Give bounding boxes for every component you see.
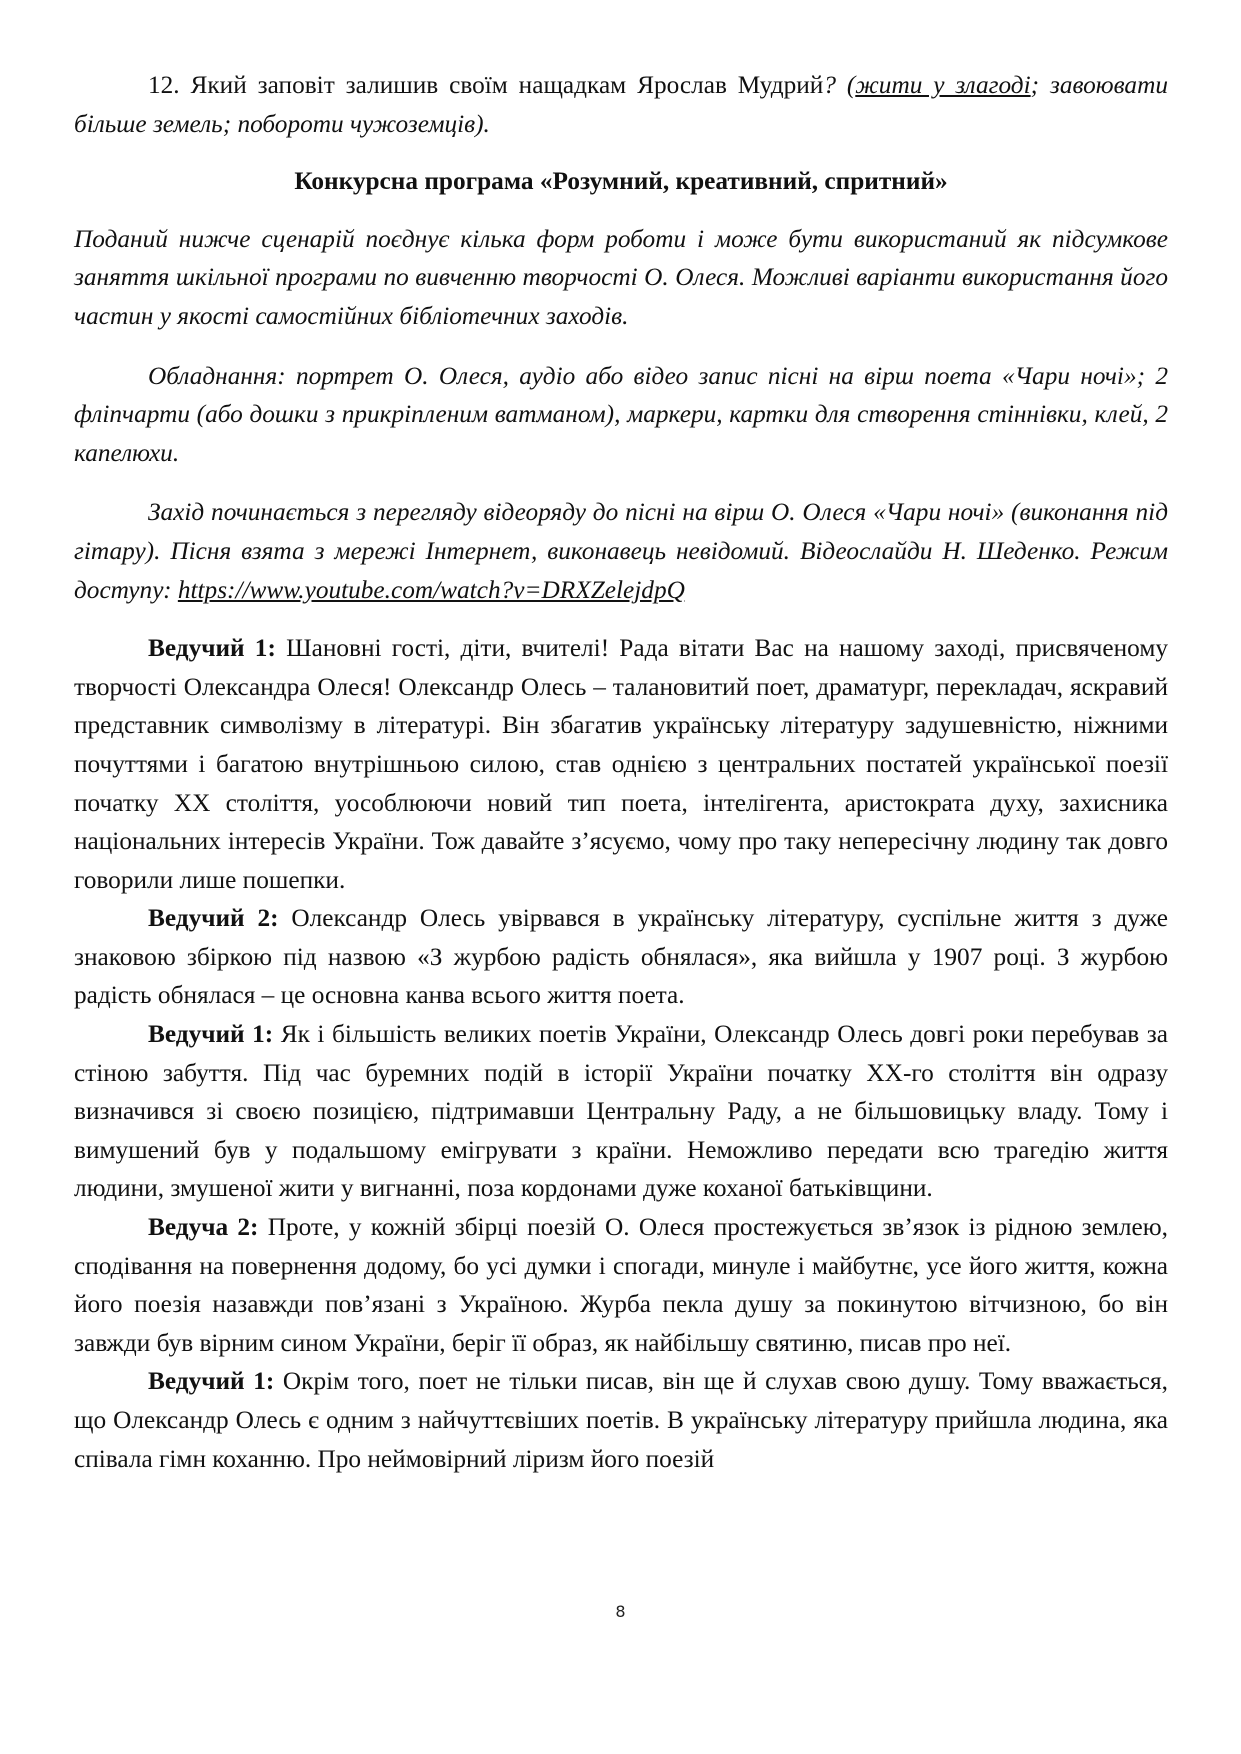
event-start-paragraph — [74, 493, 1168, 609]
page-number: 8 — [615, 1602, 626, 1621]
event-start-text: Захід починається з перегляду відеоряду до пісні на вірш О. Олеся «Чари ночі» (виконання під гітару). Пісня взята з мережі Інтернет, виконавець невідомий. Відеослайди Н. Шеденко. Режим доступу: — [74, 498, 1168, 604]
dialogue-line-5 — [74, 1362, 1168, 1478]
dialogue-text: Олександр Олесь увірвався в українську літературу, суспільне життя з дуже знаковою збіркою під назвою «З журбою радість обнялася», яка вийшла у 1907 році. З журбою радість обнялася – це основна канва всього життя поета. — [74, 904, 1168, 1010]
dialogue-text: Окрім того, поет не тільки писав, він ще й слухав свою душу. Тому вважається, що Олександр Олесь є одним з найчуттєвіших поетів. В українську літературу прийшла людина, яка співала гімн коханню. Про неймовірний ліризм його поезій — [74, 1367, 1168, 1473]
speaker-label: Ведучий 1: — [148, 1020, 274, 1049]
document-page — [74, 66, 1168, 1478]
question-12 — [74, 66, 1168, 143]
dialogue-text: Шановні гості, діти, вчителі! Рада вітати Вас на нашому заході, присвяченому творчості Олександра Олеся! Олександр Олесь – талановитий поет, драматург, перекладач, яскравий представник символізму в літературі. Він збагатив українську літературу задушевністю, ніжними почуттями і багатою внутрішньою силою, став однією з центральних постатей української поезії початку ХХ століття, уособлюючи новий тип поета, інтелігента, аристократа духу, захисника національних інтересів України. Тож давайте з’ясуємо, чому про таку непересічну людину так довго говорили лише пошепки. — [74, 634, 1168, 894]
section-heading: Конкурсна програма «Розумний, креативний, спритний» — [294, 167, 948, 196]
speaker-label: Ведуча 2: — [148, 1213, 259, 1242]
dialogue-text: Як і більшість великих поетів України, Олександр Олесь довгі роки перебував за стіною забуття. Під час буремних подій в історії України початку ХХ-го століття він одразу визначився зі своєю позицією, підтримавши Центральну Раду, а не більшовицьку владу. Тому і вимушений був у подальшому емігрувати з країни. Неможливо передати всю трагедію життя людини, змушеної жити у вигнанні, поза кордонами дуже коханої батьківщини. — [74, 1020, 1168, 1203]
equipment-paragraph: Обладнання: портрет О. Олеся, аудіо або відео запис пісні на вірш поета «Чари ночі»; 2 фліпчарти (або дошки з прикріпленим ватманом), маркери, картки для створення стіннівки, клей, 2 капелюхи. — [74, 361, 1168, 467]
scenario-intro: Поданий нижче сценарій поєднує кілька форм роботи і може бути використаний як підсумкове заняття шкільної програми по вивченню творчості О. Олеся. Можливі варіанти використання його частин у якості самостійних бібліотечних заходів. — [74, 224, 1168, 330]
dialogue-text: Проте, у кожній збірці поезій О. Олеся простежується зв’язок із рідною землею, сподівання на повернення додому, бо усі думки і спогади, минуле і майбутнє, усе його життя, кожна його поезія назавжди пов’язані з Україною. Журба пекла душу за покинутою вітчизною, бо він завжди був вірним сином України, беріг її образ, як найбільшу святиню, писав про неї. — [74, 1213, 1168, 1357]
dialogue-line-4 — [74, 1208, 1168, 1362]
question-text: 12. Який заповіт залишив своїм нащадкам Ярослав Мудрий — [148, 71, 824, 99]
dialogue-line-3 — [74, 1015, 1168, 1208]
dialogue-line-2 — [74, 899, 1168, 1015]
speaker-label: Ведучий 1: — [148, 1367, 275, 1396]
video-link[interactable]: https://www.youtube.com/watch?v=DRXZelejdpQ — [177, 575, 685, 604]
dialogue-line-1 — [74, 629, 1168, 899]
question-correct-answer: жити у злагоді — [855, 71, 1031, 99]
speaker-label: Ведучий 2: — [148, 904, 279, 933]
speaker-label: Ведучий 1: — [148, 634, 276, 663]
question-answers-rest: ; завоювати більше земель; побороти чужоземців). — [74, 71, 1168, 138]
question-answers-open: ? ( — [823, 71, 856, 99]
